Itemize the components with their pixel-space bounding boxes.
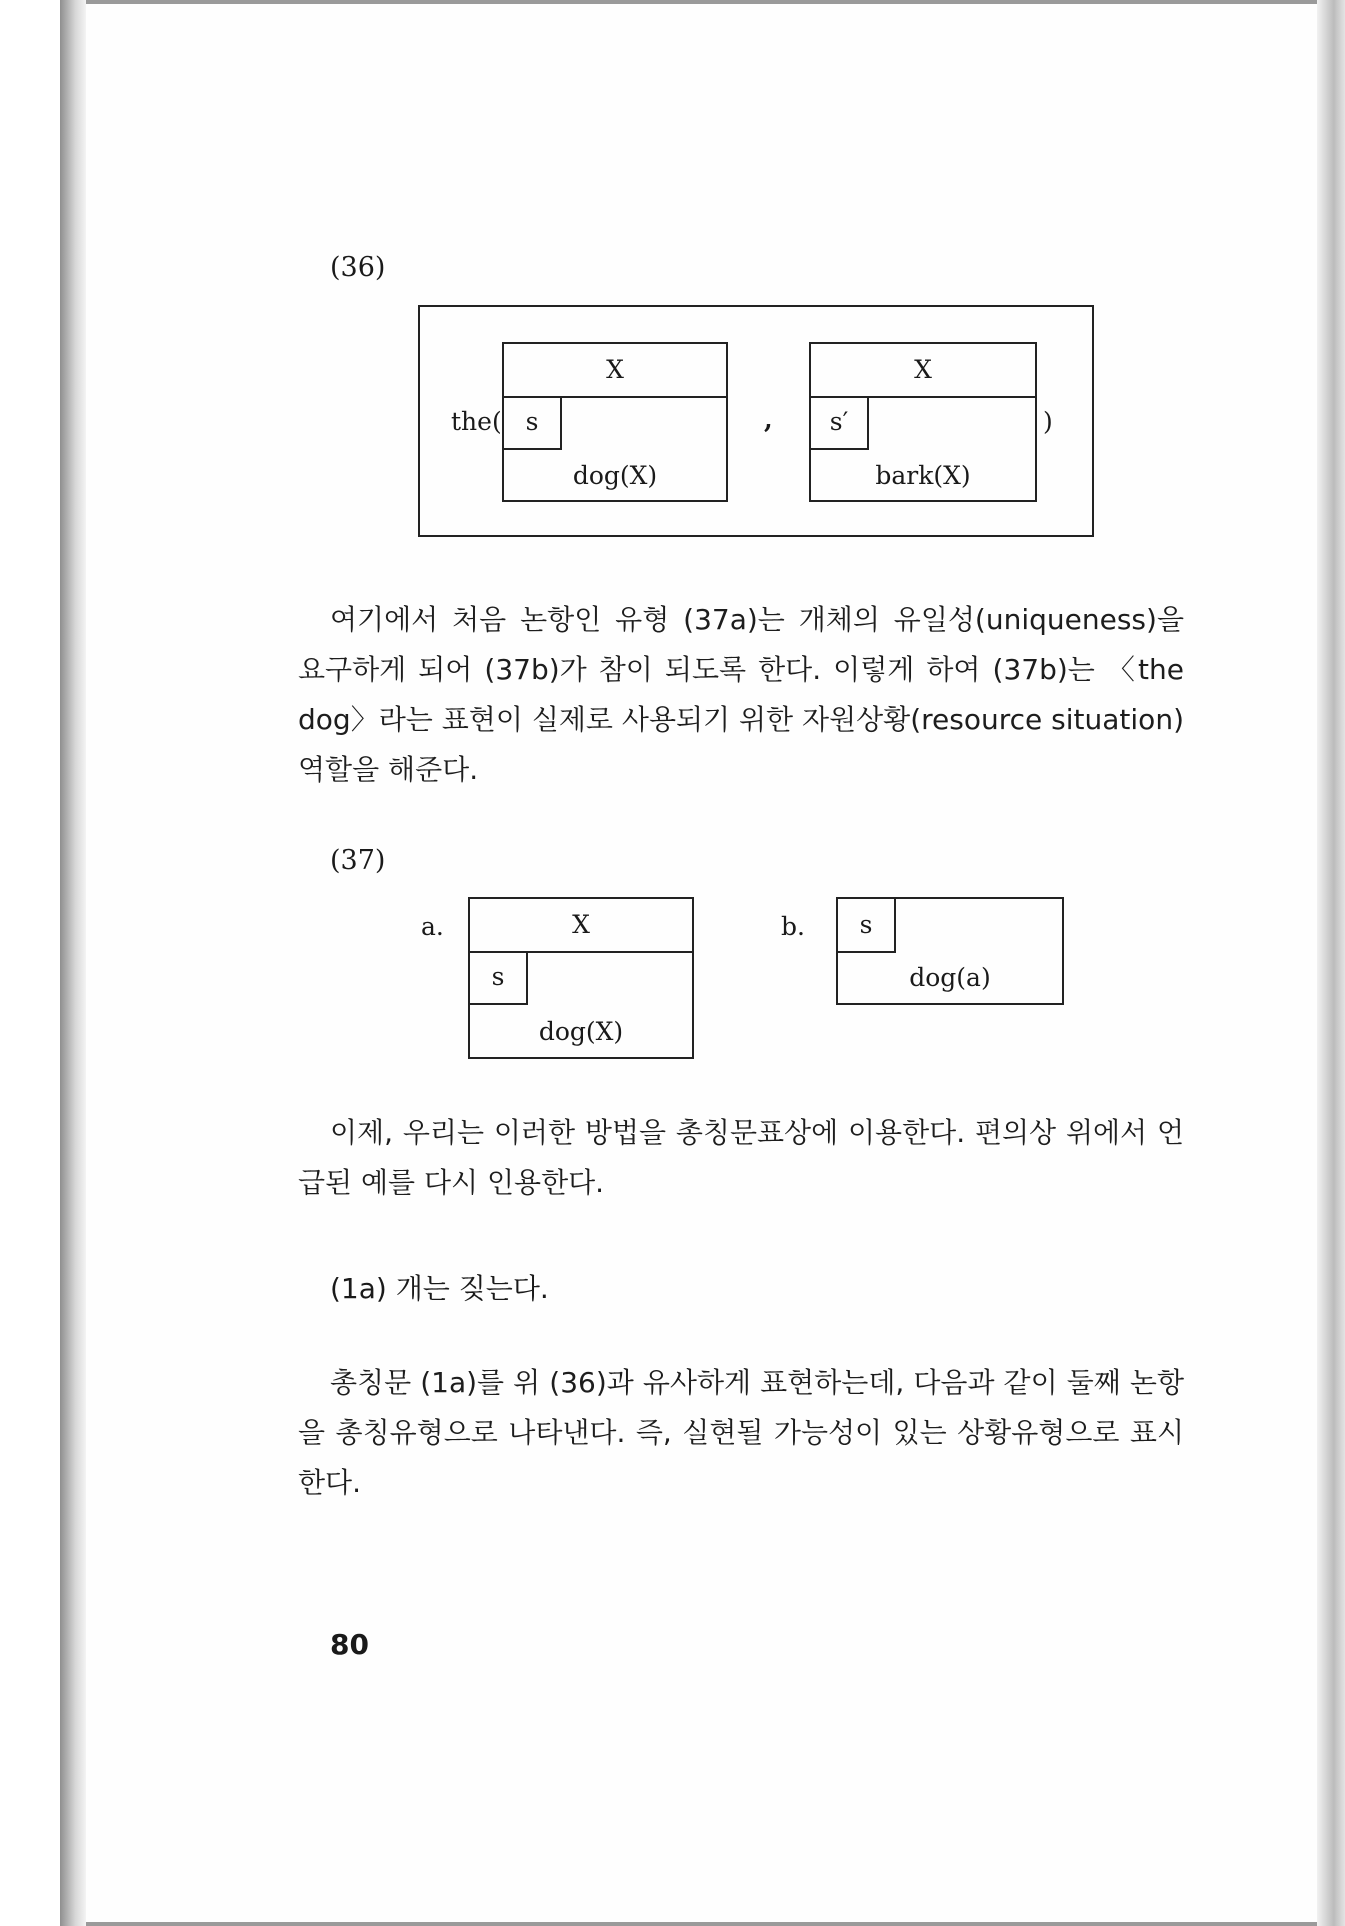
- paragraph-2: [298, 1108, 1184, 1208]
- example-37b-label: b.: [781, 912, 805, 941]
- example-1a: (1a) 개는 짖는다.: [330, 1272, 549, 1305]
- drs-box-37b-condition: dog(a): [909, 963, 991, 992]
- page-number: 80: [330, 1628, 369, 1661]
- example-37a-label: a.: [421, 912, 444, 941]
- paragraph-1: [298, 595, 1184, 795]
- argument-comma: ,: [764, 405, 773, 434]
- drs-box-dog: [502, 342, 728, 502]
- paragraph-3: [298, 1358, 1184, 1508]
- drs-box-37b: [836, 897, 1064, 1005]
- drs-box-dog-universe: X: [504, 344, 726, 398]
- drs-box-37a-condition: dog(X): [538, 1017, 624, 1046]
- drs-box-37a: [468, 897, 694, 1059]
- page-edge-shadow: [1317, 0, 1345, 1926]
- paragraph-2-text: 이제, 우리는 이러한 방법을 총칭문표상에 이용한다. 편의상 위에서 언급된 예를 다시 인용한다.: [298, 1116, 1184, 1199]
- drs-box-bark: [809, 342, 1037, 502]
- page-binding-shadow: [60, 0, 86, 1926]
- the-close-paren: ): [1043, 407, 1053, 436]
- paragraph-1-text: 여기에서 처음 논항인 유형 (37a)는 개체의 유일성(uniqueness)을 요구하게 되어 (37b)가 참이 되도록 한다. 이렇게 하여 (37b)는 〈the dog〉라는 표현이 실제로 사용되기 위한 자원상황(resource situation) 역할을 해준다.: [298, 603, 1184, 786]
- drs-box-37a-situation: s: [470, 951, 528, 1005]
- page-bottom-edge: [70, 1922, 1325, 1926]
- drs-box-bark-situation: s′: [811, 396, 869, 450]
- drs-box-bark-universe: X: [811, 344, 1035, 398]
- the-open-paren: the(: [451, 407, 502, 436]
- drs-box-dog-situation: s: [504, 396, 562, 450]
- drs-box-dog-condition: dog(X): [572, 461, 658, 490]
- drs-box-37b-situation: s: [838, 899, 896, 953]
- example-37-label: (37): [330, 845, 386, 876]
- paragraph-3-text: 총칭문 (1a)를 위 (36)과 유사하게 표현하는데, 다음과 같이 둘째 논항을 총칭유형으로 나타낸다. 즉, 실현될 가능성이 있는 상황유형으로 표시한다.: [298, 1366, 1184, 1499]
- drs-box-bark-condition: bark(X): [875, 461, 971, 490]
- book-page: [86, 4, 1317, 1922]
- example-36-label: (36): [330, 252, 386, 283]
- drs-box-37a-universe: X: [470, 899, 692, 953]
